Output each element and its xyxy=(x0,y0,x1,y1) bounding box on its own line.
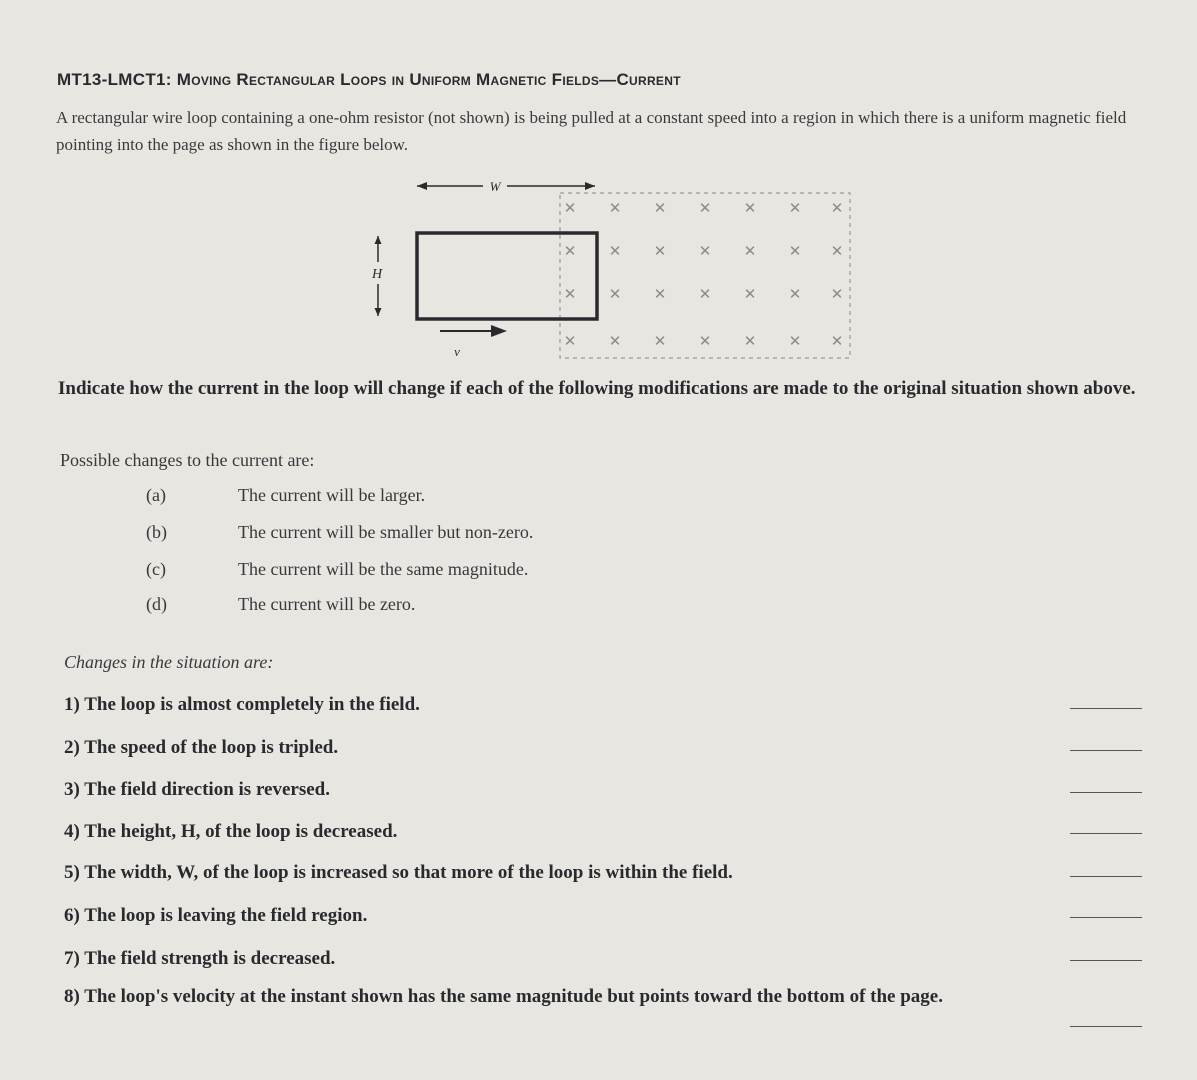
field-cross-icon: ✕ xyxy=(608,199,622,217)
option-text: The current will be the same magnitude. xyxy=(238,559,529,579)
width-arrow-left xyxy=(417,182,427,190)
field-cross-icon: ✕ xyxy=(698,199,712,217)
change-item-1: 1) The loop is almost completely in the field. xyxy=(64,694,420,715)
velocity-label: v xyxy=(454,344,460,359)
changes-label: Changes in the situation are: xyxy=(64,652,274,672)
field-cross-icon: ✕ xyxy=(788,332,802,350)
option-b xyxy=(146,522,533,543)
option-d xyxy=(146,594,415,615)
option-text: The current will be larger. xyxy=(238,485,426,505)
answer-blank-8[interactable] xyxy=(1070,1026,1142,1027)
answer-blank-4[interactable] xyxy=(1070,833,1142,834)
intro-paragraph: A rectangular wire loop containing a one-ohm resistor (not shown) is being pulled at a constant speed into a region in which there is a uniform magnetic field pointing into the page as shown in the figure below. xyxy=(56,108,1127,154)
change-item-6: 6) The loop is leaving the field region. xyxy=(64,905,368,926)
field-cross-icon: ✕ xyxy=(830,242,844,260)
answer-blank-6[interactable] xyxy=(1070,917,1142,918)
field-cross-icon: ✕ xyxy=(830,199,844,217)
possible-changes-label: Possible changes to the current are: xyxy=(60,450,315,470)
change-item-5: 5) The width, W, of the loop is increased so that more of the loop is within the field. xyxy=(64,862,733,883)
change-item-8: 8) The loop's velocity at the instant shown has the same magnitude but points toward the bottom of the page. xyxy=(64,986,943,1007)
field-cross-icon: ✕ xyxy=(788,199,802,217)
field-cross-icon: ✕ xyxy=(608,285,622,303)
field-cross-icon: ✕ xyxy=(830,332,844,350)
instruction-text: Indicate how the current in the loop will change if each of the following modifications are made to the original situation shown above. xyxy=(58,378,1136,399)
height-arrow-bottom xyxy=(375,308,382,316)
option-text: The current will be zero. xyxy=(238,594,416,614)
field-cross-icon: ✕ xyxy=(743,199,757,217)
option-c xyxy=(146,559,528,580)
field-cross-icon: ✕ xyxy=(743,242,757,260)
field-cross-icon: ✕ xyxy=(608,242,622,260)
answer-blank-1[interactable] xyxy=(1070,708,1142,709)
field-cross-icon: ✕ xyxy=(698,285,712,303)
field-cross-icon: ✕ xyxy=(698,332,712,350)
option-letter: (c) xyxy=(146,559,166,579)
field-cross-icon: ✕ xyxy=(788,242,802,260)
field-cross-icon: ✕ xyxy=(830,285,844,303)
field-cross-icon: ✕ xyxy=(698,242,712,260)
option-a xyxy=(146,485,425,506)
field-cross-icon: ✕ xyxy=(788,285,802,303)
answer-blank-3[interactable] xyxy=(1070,792,1142,793)
option-letter: (a) xyxy=(146,485,166,505)
option-text: The current will be smaller but non-zero. xyxy=(238,522,534,542)
field-cross-icon: ✕ xyxy=(563,285,577,303)
answer-blank-2[interactable] xyxy=(1070,750,1142,751)
field-cross-icon: ✕ xyxy=(563,199,577,217)
option-letter: (b) xyxy=(146,522,167,542)
change-item-7: 7) The field strength is decreased. xyxy=(64,948,336,969)
option-letter: (d) xyxy=(146,594,167,614)
change-item-2: 2) The speed of the loop is tripled. xyxy=(64,737,339,758)
velocity-arrow-head xyxy=(491,325,507,337)
width-label: W xyxy=(489,179,501,194)
field-cross-icon: ✕ xyxy=(608,332,622,350)
height-label: H xyxy=(371,267,383,282)
field-cross-icon: ✕ xyxy=(563,242,577,260)
field-cross-icon: ✕ xyxy=(743,285,757,303)
width-arrow-right xyxy=(585,182,595,190)
field-cross-icon: ✕ xyxy=(653,332,667,350)
field-cross-icon: ✕ xyxy=(563,332,577,350)
loop-field-figure xyxy=(355,178,875,373)
field-marks xyxy=(564,199,844,350)
field-cross-icon: ✕ xyxy=(653,242,667,260)
answer-blank-7[interactable] xyxy=(1070,960,1142,961)
change-item-4: 4) The height, H, of the loop is decreased. xyxy=(64,821,398,842)
field-cross-icon: ✕ xyxy=(653,199,667,217)
field-cross-icon: ✕ xyxy=(743,332,757,350)
answer-blank-5[interactable] xyxy=(1070,876,1142,877)
change-item-3: 3) The field direction is reversed. xyxy=(64,779,330,800)
field-cross-icon: ✕ xyxy=(653,285,667,303)
worksheet-title: MT13-LMCT1: Moving Rectangular Loops in Uniform Magnetic Fields—Current xyxy=(57,70,681,89)
height-arrow-top xyxy=(375,236,382,244)
